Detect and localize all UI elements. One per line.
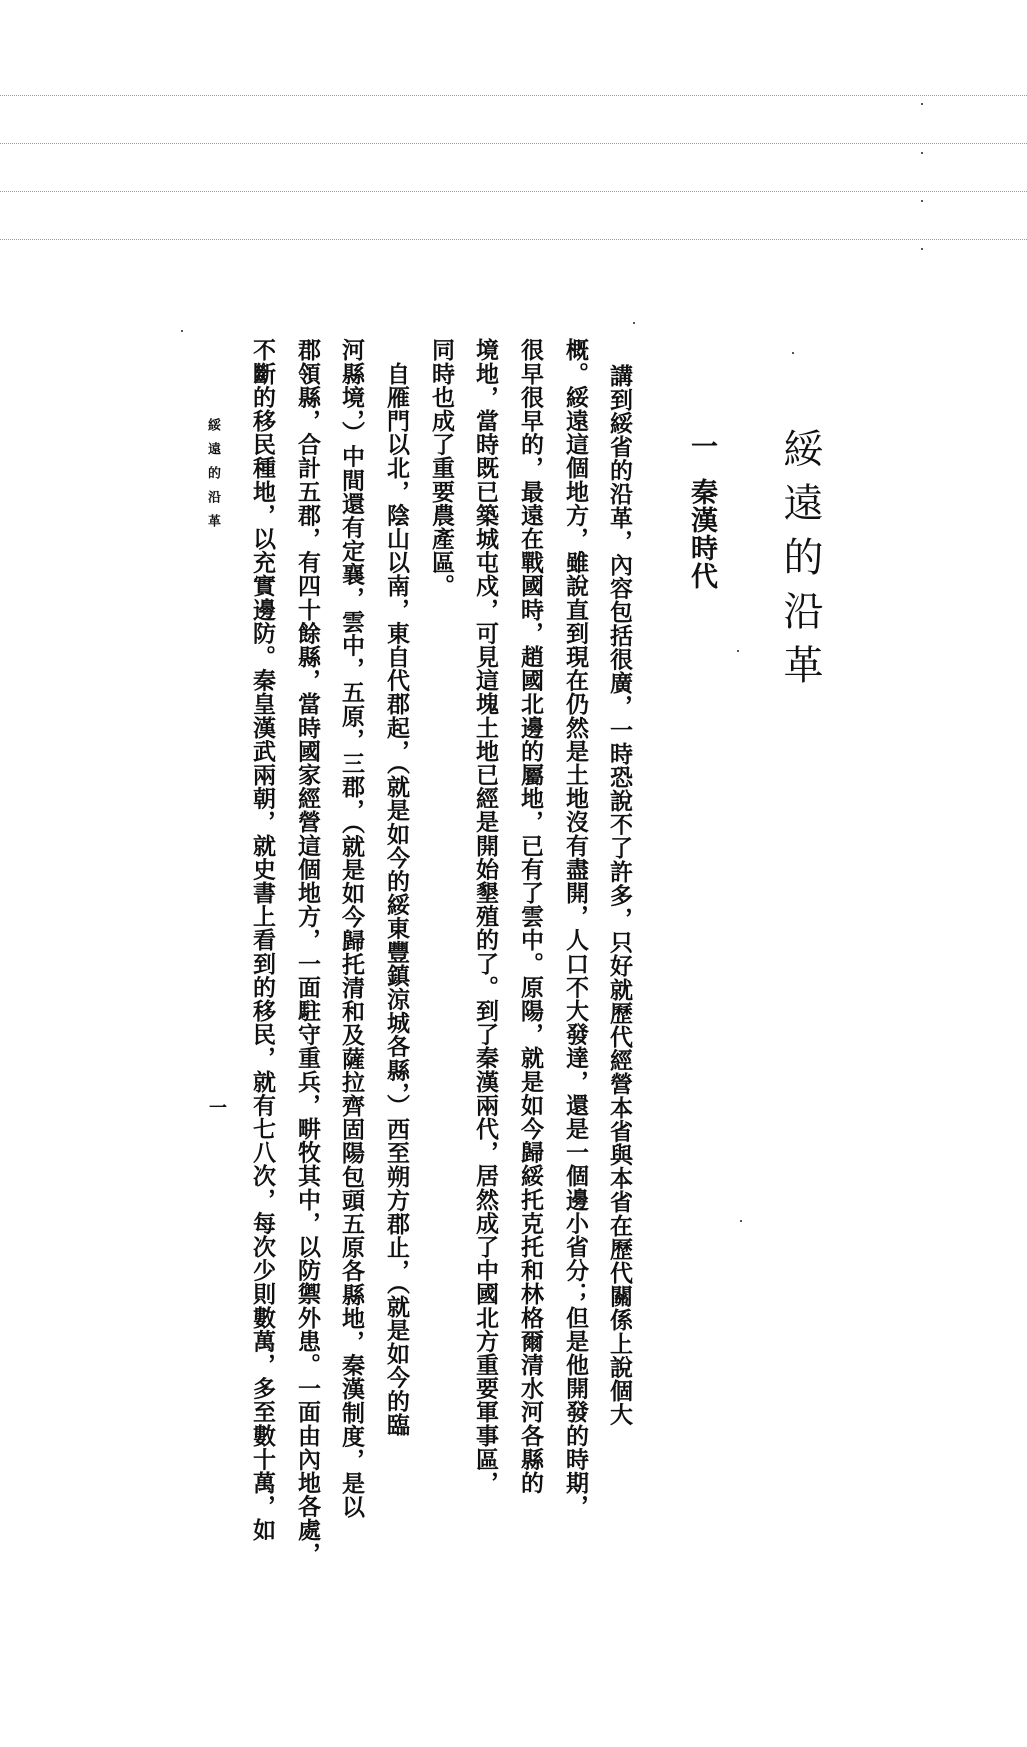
page-number: 一 — [206, 1098, 227, 1116]
text-column: 郡領縣，合計五郡，有四十餘縣，當時國家經營這個地方，一面駐守重兵，畊牧其中，以防禦外患。一面由內地各處， — [294, 338, 321, 1566]
chapter-title: 綏遠的沿革 — [777, 428, 823, 698]
scan-guide-line — [0, 239, 1027, 240]
running-title: 綏遠的沿革 — [205, 418, 220, 538]
scan-speck — [181, 330, 183, 332]
scan-speck — [633, 322, 635, 324]
text-column: 自雁門以北，陰山以南，東自代郡起，（就是如今的綏東豐鎮涼城各縣，）西至朔方郡止，（就是如今的臨 — [383, 338, 410, 1437]
text-column: 同時也成了重要農產區。 — [428, 338, 455, 598]
scan-speck — [737, 650, 739, 652]
section-number: 一 — [686, 432, 717, 460]
scan-guide-line — [0, 95, 1027, 96]
scan-speck — [921, 152, 923, 154]
text-column: 不斷的移民種地，以充實邊防。秦皇漢武兩朝，就史書上看到的移民，就有七八次，每次少則數萬，多至數十萬，如 — [249, 338, 276, 1542]
scan-speck — [921, 200, 923, 202]
scan-speck — [740, 1220, 742, 1222]
scan-speck — [792, 352, 794, 354]
scan-speck — [921, 248, 923, 250]
section-title: 秦漢時代 — [686, 478, 717, 590]
text-column: 講到綏省的沿革，內容包括很廣，一時恐說不了許多，只好就歷代經營本省與本省在歷代關係上說個大 — [606, 364, 633, 1426]
section-heading — [682, 432, 721, 590]
text-column: 境地，當時既已築城屯戍，可見這塊土地已經是開始墾殖的了。到了秦漢兩代，居然成了中國北方重要軍事區， — [472, 338, 499, 1495]
scan-guide-line — [0, 143, 1027, 144]
scan-speck — [921, 103, 923, 105]
text-column: 河縣境，）中間還有定襄，雲中，五原，三郡，（就是如今歸托清和及薩拉齊固陽包頭五原各縣地，秦漢制度，是以 — [338, 338, 365, 1519]
scan-guide-line — [0, 191, 1027, 192]
text-column: 很早很早的，最遠在戰國時，趙國北邊的屬地，已有了雲中。原陽，就是如今歸綏托克托和林格爾清水河各縣的 — [517, 338, 544, 1495]
text-column: 概。綏遠這個地方，雖說直到現在仍然是土地沒有盡開，人口不大發達，還是一個邊小省分；但是他開發的時期， — [562, 338, 589, 1518]
